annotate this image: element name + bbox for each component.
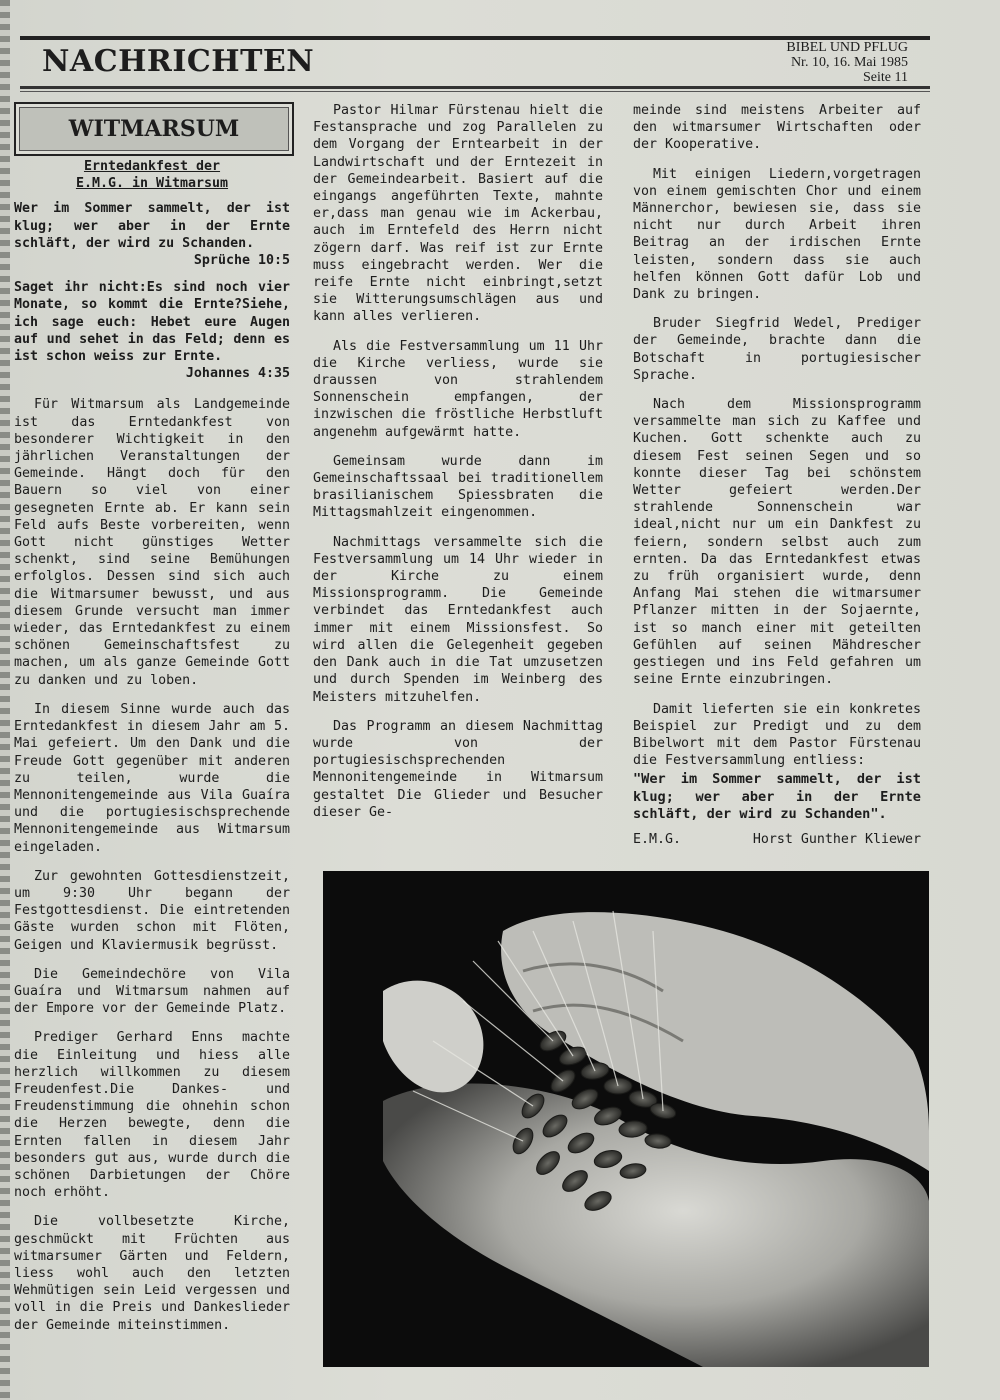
header-rule-bottom-thin [20, 91, 930, 92]
closing-quote: "Wer im Sommer sammelt, der ist klug; wer aber in der Ernte schläft, der wird zu Schanden". [633, 771, 921, 822]
paragraph: Nachmittags versammelte sich die Festversammlung um 14 Uhr wieder in der Kirche zu einem Missionsprogramm. Die Gemeinde verbindet das Erntedankfest auch immer mit einem Missionsfest. So wird allen die Gelegenheit gegeben den Dank auch in die Tat umzusetzen und durch Spenden im Weinberg des Meisters mitzuhelfen. [313, 534, 603, 705]
signature-organization: E.M.G. [633, 831, 682, 847]
paragraph: meinde sind meistens Arbeiter auf den witmarsumer Wirtschaften oder der Kooperative. [633, 103, 921, 153]
binding-edge [0, 0, 10, 1400]
signature-line [633, 831, 921, 848]
paragraph: Das Programm an diesem Nachmittag wurde von der portugiesischsprechenden Mennonitengemeinde in Witmarsum gestaltet Die Glieder und Besucher dieser Ge- [313, 718, 603, 820]
paragraph: Gemeinsam wurde dann im Gemeinschaftssaal bei traditionellem brasilianischem Spiessbraten die Mittagsmahlzeit eingenommen. [313, 453, 603, 521]
verse-1-reference: Sprüche 10:5 [193, 253, 290, 269]
newspaper-page [10, 0, 1000, 1400]
hands-wheat-illustration [323, 871, 929, 1367]
article-title-line2: E.M.G. in Witmarsum [75, 176, 229, 192]
issue-date: Nr. 10, 16. Mai 1985 [790, 55, 908, 70]
header-rule-bottom [20, 86, 930, 89]
column-2 [313, 102, 603, 833]
article-title-line1: Erntedankfest der [83, 159, 221, 174]
paragraph: Damit lieferten sie ein konkretes Beispiel zur Predigt und zu dem Bibelwort mit dem Pastor Fürstenau die Festversammlung entliess: [633, 701, 921, 769]
paragraph: In diesem Sinne wurde auch das Erntedankfest in diesem Jahr am 5. Mai gefeiert. Um den Dank und die Freude Gott gegenüber mit anderen zu teilen, wurde die Mennonitengemeinde aus Vila Guaíra und die portugiesischsprechende Mennonitengemeinde aus Witmarsum eingeladen. [14, 701, 290, 855]
paragraph: Die vollbesetzte Kirche, geschmückt mit Früchten aus witmarsumer Gärten und Feldern, liess wohl auch den letzten Wehmütigen sein Leid vergessen und voll in die Preis und Dankeslieder der Gemeinde miteinstimmen. [14, 1214, 290, 1333]
signature-author: Horst Gunther Kliewer [752, 831, 921, 847]
paragraph: Pastor Hilmar Fürstenau hielt die Festansprache und zog Parallelen zu dem Vorgang der Erntearbeit in der Landwirtschaft und der Erntezeit in der Gemeindearbeit. Basiert auf die eingangs angeführten Texte, mahnte er,dass man genau wie im Ackerbau, auch im Erntefeld des Herrn nicht zögern darf. Was reif ist zur Ernte muss eingebracht werden. Wer die reife Ernte nicht einbringt,setzt sie Witterungsumschlägen aus und kann alles verlieren. [313, 103, 603, 325]
photo-hands-with-wheat [323, 871, 929, 1367]
publication-info [786, 40, 908, 85]
column-1 [14, 158, 290, 1346]
paragraph: Für Witmarsum als Landgemeinde ist das Erntedankfest von besonderer Wichtigkeit in den jährlichen Veranstaltungen der Gemeinde. Hängt doch für den Bauern so viel von einer gesegneten Ernte ab. Er kann sein Feld aufs Beste vorbereiten, wenn Gott nicht günstiges Wetter schenkt, sind seine Bemühungen erfolglos. Dessen sind sich auch die Witmarsumer bewusst, und aus diesem Grunde versucht man immer wieder, das Erntedankfest zu einem schönen Gemeinschaftsfest zu machen, um als ganze Gemeinde Gott zu danken und zu loben. [14, 397, 290, 688]
paragraph: Die Gemeindechöre von Vila Guaíra und Witmarsum nahmen auf der Empore vor der Gemeinde Platz. [14, 966, 290, 1017]
paragraph: Zur gewohnten Gottesdienstzeit, um 9:30 Uhr begann der Festgottesdienst. Die eintretenden Gäste wurden schon mit Flöten, Geigen und Klaviermusik begrüsst. [14, 868, 290, 953]
paragraph: Bruder Siegfrid Wedel, Prediger der Gemeinde, brachte dann die Botschaft in portugiesischer Sprache. [633, 316, 921, 383]
verse-2: Saget ihr nicht:Es sind noch vier Monate, so kommt die Ernte?Siehe, ich sage euch: Hebet eure Augen auf und sehet in das Feld; denn es ist schon weiss zur Ernte. [14, 280, 290, 365]
paragraph: Mit einigen Liedern,vorgetragen von einem gemischten Chor und einem Männerchor, bewiesen sie, dass sie nicht nur durch Arbeit ihren Beitrag an der irdischen Ernte leisten, sondern dass sie auch helfen können Gott dafür Lob und Dank zu bringen. [633, 166, 921, 303]
verse-2-reference: Johannes 4:35 [185, 366, 290, 382]
page-number: Seite 11 [863, 70, 908, 85]
paragraph: Prediger Gerhard Enns machte die Einleitung und hiess alle herzlich willkommen zu diesem Freudenfest.Die Dankes- und Freudenstimmung die ohnehin schon die Herzen bewegte, denn die Ernten fallen in diesem Jahr besonders gut aus, wurde durch die schönen Darbietungen der Chöre noch erhöht. [14, 1030, 290, 1201]
publication-name: BIBEL UND PFLUG [786, 40, 908, 55]
section-masthead: NACHRICHTEN [42, 44, 315, 79]
verse-1: Wer im Sommer sammelt, der ist klug; wer aber in der Ernte schläft, der wird zu Schanden. [14, 201, 290, 251]
column-3 [633, 102, 921, 848]
paragraph: Nach dem Missionsprogramm versammelte man sich zu Kaffee und Kuchen. Gott schenkte auch zu diesem Fest seinen Segen und so konnte dieser Tag bei schönstem Wetter gefeiert werden.Der strahlende Sonnenschein war ideal,nicht nur um ein Dankfest zu feiern, sondern selbst auch zum ernten. Da das Erntedankfest etwas zu früh organisiert wurde, denn Anfang Mai stehen die witmarsumer Pflanzer mitten in der Sojaernte, ist so manch einer mit geteilten Gefühlen auf seinen Mähdrescher gestiegen und ins Feld gefahren um seine Ernte einzubringen. [633, 397, 921, 688]
paragraph: Als die Festversammlung um 11 Uhr die Kirche verliess, wurde sie draussen von strahlendem Sonnenschein empfangen, der inzwischen die fröstliche Herbstluft angenehm aufgewärmt hatte. [313, 338, 603, 440]
location-heading: WITMARSUM [14, 102, 294, 156]
